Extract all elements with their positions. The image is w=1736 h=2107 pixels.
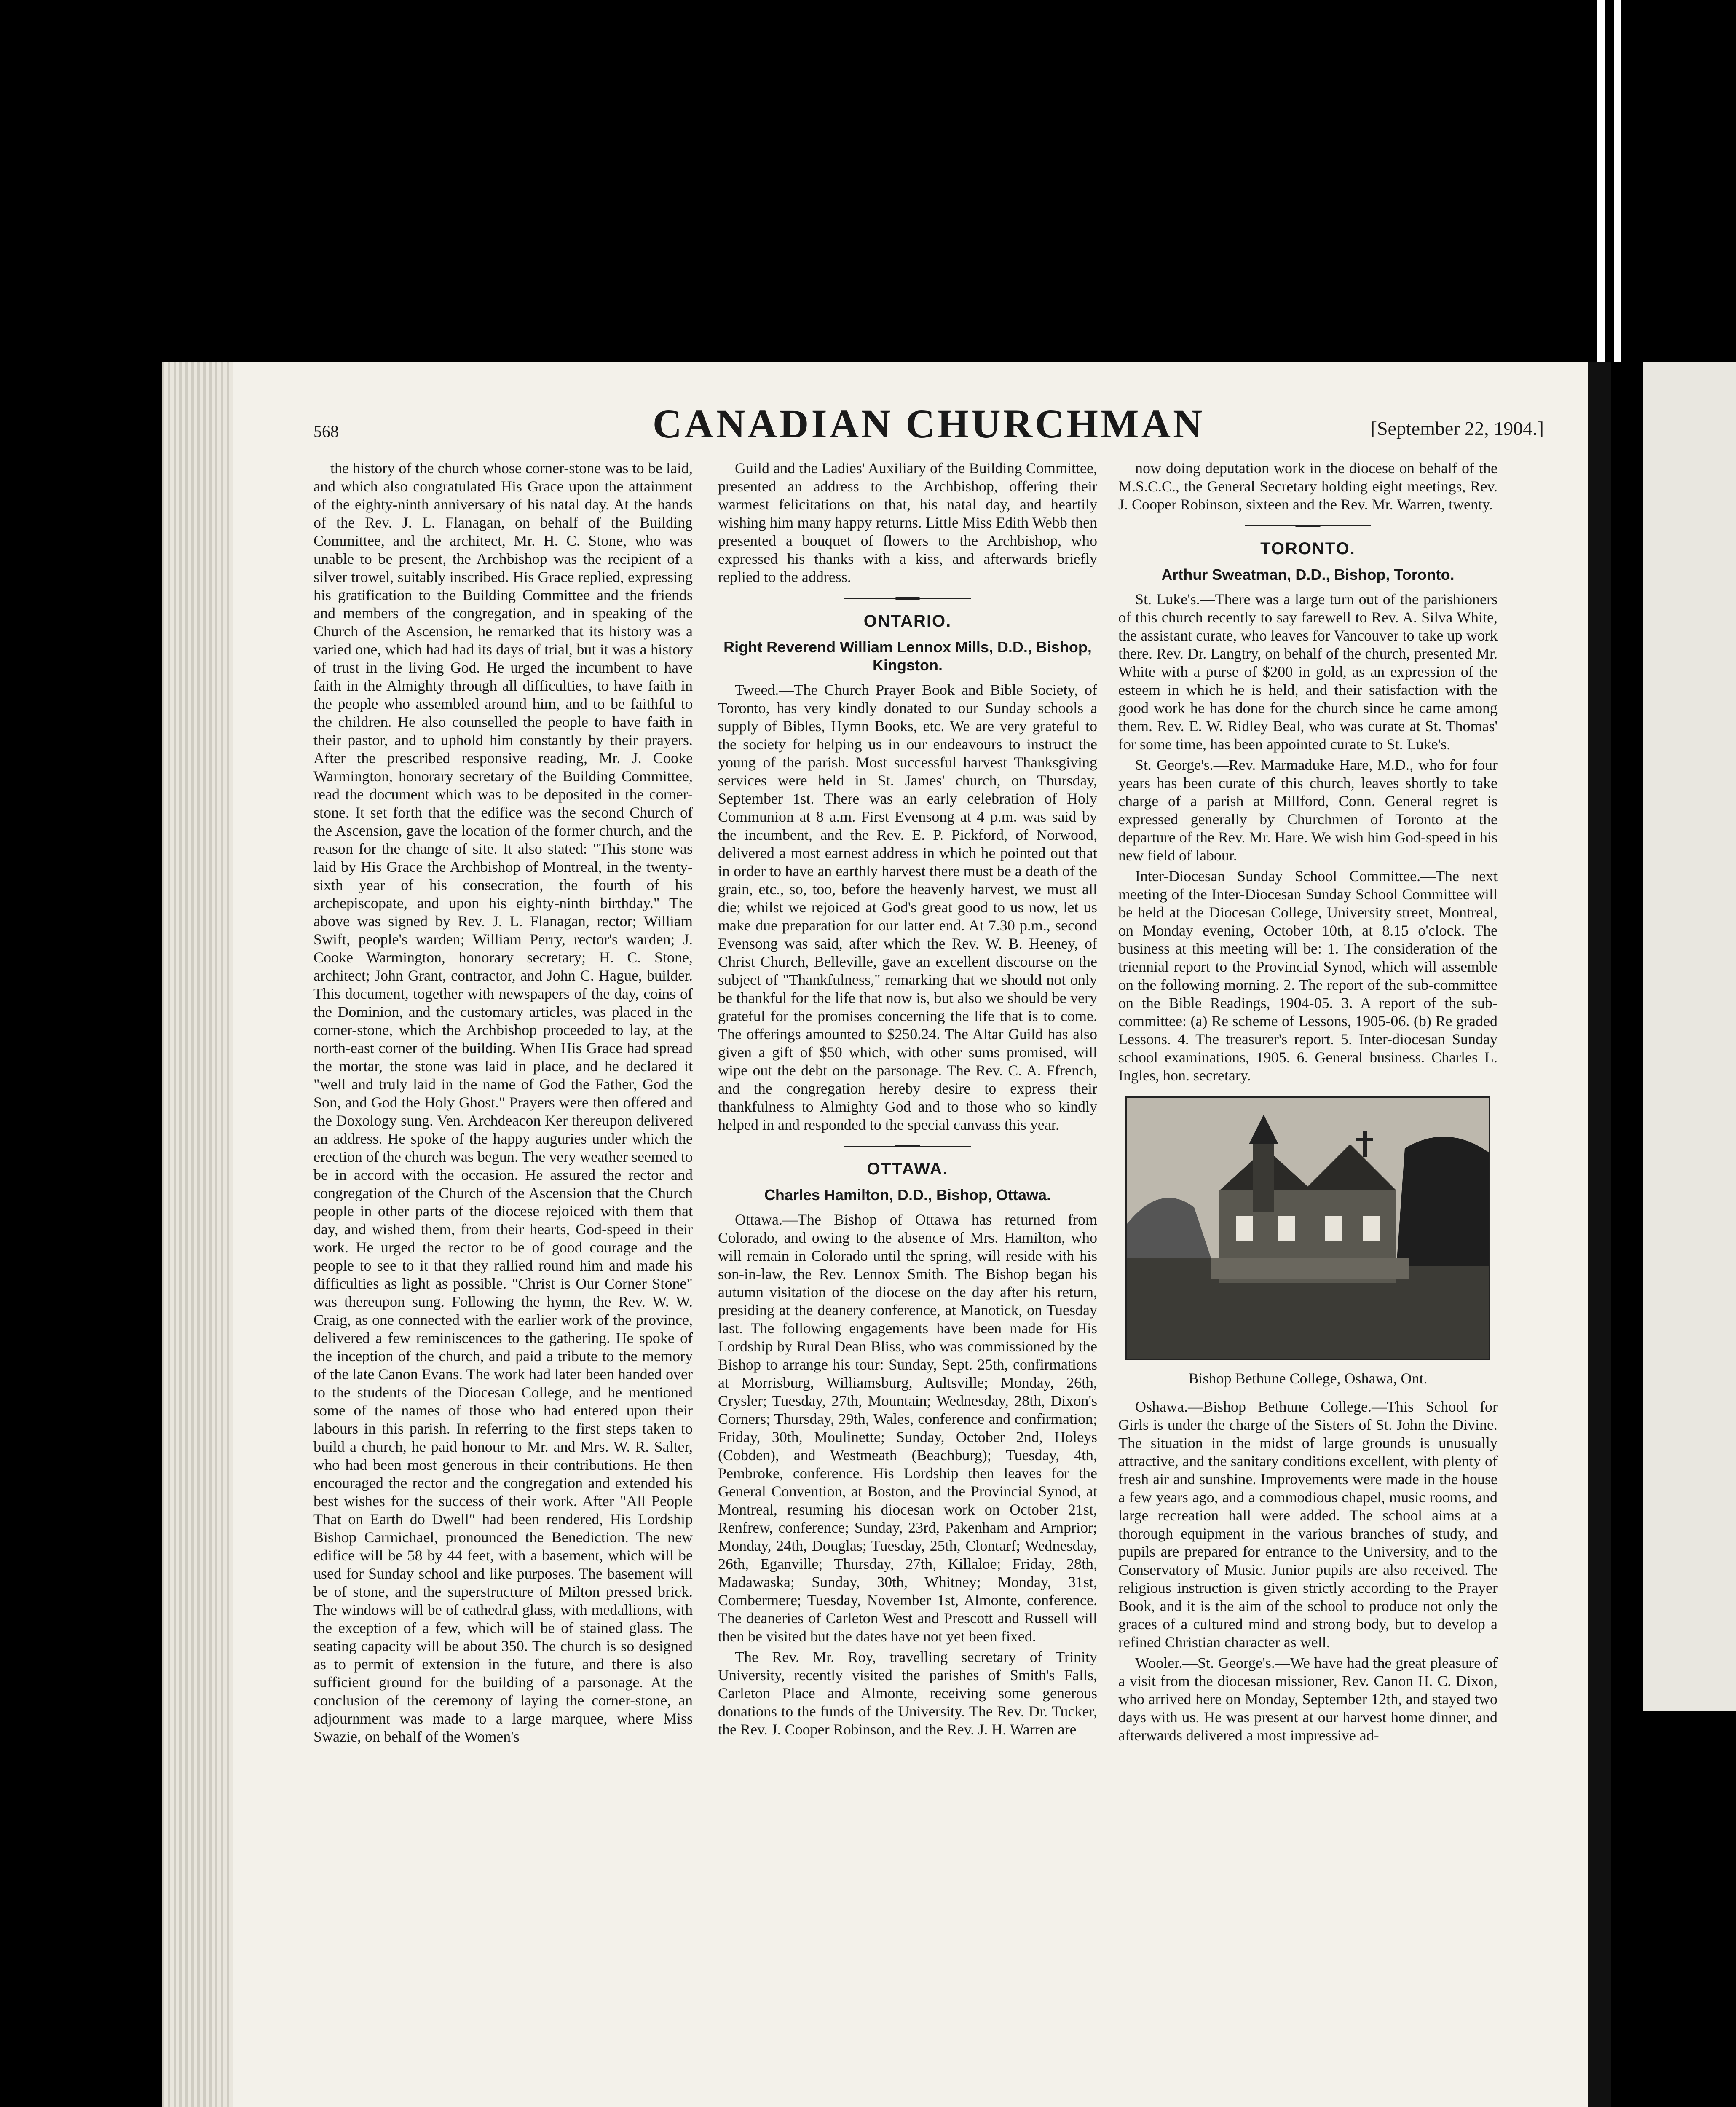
page-number: 568	[313, 422, 339, 441]
bishop-line-ontario: Right Reverend William Lennox Mills, D.D., Bishop, Kingston.	[723, 638, 1092, 674]
column-1	[313, 459, 693, 1748]
article-text: the history of the church whose corner-stone was to be laid, and which also congratulated His Grace upon the attainment of the eighty-ninth anniversary of his natal day. At the hands of the Rev. J. L. Flanagan, on behalf of the Building Committee, and the architect, Mr. H. C. Stone, who was unable to be present, the Archbishop was the recipient of a silver trowel, suitably inscribed. His Grace replied, expressing his gratification to the Building Committee and the friends and members of the congregation, and in speaking of the Church of the Ascension, he remarked that its history was a varied one, which had had its days of trial, but it was a history of trust in the living God. He urged the incumbent to have faith in the Almighty through all difficulties, to have faith in the people who assembled around him, and to be faithful to the children. He also counselled the people to have faith in their pastor, and to uphold him constantly by their prayers. After the prescribed responsive reading, Mr. J. Cooke Warmington, honorary secretary of the Building Committee, read the document which was to be deposited in the corner-stone. It set forth that the edifice was the second Church of the Ascension, gave the location of the former church, and the reason for the change of site. It also stated: "This stone was laid by His Grace the Archbishop of Montreal, in the twenty-sixth year of his consecration, the fourth of his archepiscopate, and upon his eighty-ninth birthday." The above was signed by Rev. J. L. Flanagan, rector; William Swift, people's warden; William Perry, rector's warden; J. Cooke Warmington, honorary secretary; H. C. Stone, architect; John Grant, contractor, and John C. Hague, builder. This document, together with newspapers of the day, coins of the Dominion, and the customary articles, was placed in the corner-stone, which the Archbishop proceeded to lay, at the north-east corner of the building. When His Grace had spread the mortar, the stone was laid in place, and he declared it "well and truly laid in the name of God the Father, God the Son, and God the Holy Ghost." Prayers were then offered and the Doxology sung. Ven. Archdeacon Ker thereupon delivered an address. He spoke of the happy auguries under which the erection of the church was begun. The very weather seemed to be in accord with the occasion. He assured the rector and congregation of the Church of the Ascension that the Church people in other parts of the diocese rejoiced with them that day, and wished them, from their hearts, God-speed in their work. He urged the rector to be of good courage and the people to see to it that they rallied round him and made his difficulties as light as possible. "Christ is Our Corner Stone" was thereupon sung. Following the hymn, the Rev. W. W. Craig, as one connected with the earlier work of the province, delivered a few reminiscences to the gathering. He spoke of the inception of the church, and paid a tribute to the memory of the late Canon Evans. The work had later been handed over to the students of the Diocesan College, and he mentioned some of the names of those who had entered upon their labours in this parish. In referring to the first steps taken to build a church, he paid honour to Mr. and Mrs. W. R. Salter, who had been most generous in their contributions. He then encouraged the rector and the congregation and extended his best wishes for the success of their work. After "All People That on Earth do Dwell" had been rendered, His Lordship Bishop Carmichael, pronounced the Benediction. The new edifice will be 58 by 44 feet, with a basement, which will be used for Sunday school and like purposes. The basement will be of stone, and the superstructure of Milton pressed brick. The windows will be of cathedral glass, with medallions, with the exception of a few, which will be of stained glass. The seating capacity will be about 350. The church is so designed as to permit of extension in the future, and there is also sufficient ground for the building of a parsonage. At the conclusion of the ceremony of laying the corner-stone, an adjournment was made to a large marquee, where Miss Swazie, on behalf of the Women's	[313, 460, 693, 1745]
article-text: Inter-Diocesan Sunday School Committee.—The next meeting of the Inter-Diocesan Sunday School Committee will be held at the Diocesan College, University street, Montreal, on Monday evening, October 10th, at 8.15 o'clock. The business at this meeting will be: 1. The consideration of the triennial report to the Provincial Synod, which will assemble on the following morning. 2. The report of the sub-committee on the Bible Readings, 1904-05. 3. A report of the sub-committee: (a) Re scheme of Lessons, 1905-06. (b) Re graded Lessons. 4. The treasurer's report. 5. Inter-diocesan Sunday school examinations, 1905. 6. General business. Charles L. Ingles, hon. secretary.	[1118, 868, 1498, 1084]
college-photograph	[1125, 1096, 1490, 1360]
issue-date: [September 22, 1904.]	[1370, 418, 1544, 439]
photo-caption: Bishop Bethune College, Oshawa, Ont.	[1188, 1370, 1428, 1387]
bishop-line-toronto: Arthur Sweatman, D.D., Bishop, Toronto.	[1161, 566, 1455, 583]
masthead	[313, 400, 1544, 451]
article-text: St. Luke's.—There was a large turn out of the parishioners of this church recently to say farewell to Rev. A. Silva White, the assistant curate, who leaves for Vancouver to take up work there. Rev. Dr. Langtry, on behalf of the church, presented Mr. White with a purse of $200 in gold, as an expression of the esteem in which he is held, and their satisfaction with the good work he has done for the church since he came among them. Rev. E. W. Ridley Beal, who was curate at St. Thomas' for some time, has been appointed curate to St. Luke's.	[1118, 591, 1498, 753]
film-rail	[1614, 0, 1621, 362]
section-divider	[844, 597, 971, 600]
article-text: Wooler.—St. George's.—We have had the great pleasure of a visit from the diocesan missioner, Rev. Canon H. C. Dixon, who arrived here on Monday, September 12th, and stayed two days with us. He was present at our harvest home dinner, and afterwards delivered a most impressive ad-	[1118, 1654, 1498, 1744]
section-divider	[844, 1145, 971, 1147]
article-text: Tweed.—The Church Prayer Book and Bible Society, of Toronto, has very kindly donated to our Sunday schools a supply of Bibles, Hymn Books, etc. We are very grateful to the society for helping us in our endeavours to instruct the young of the parish. Most successful harvest Thanksgiving services were held in St. James' church, on Thursday, September 1st. There was an early celebration of Holy Communion at 8 a.m. First Evensong at 4 p.m. was said by the incumbent, and the Rev. E. P. Pickford, of Norwood, delivered a most earnest address in which he pointed out that in order to have an earthly harvest there must be a death of the grain, etc., so, too, before the heavenly harvest, we must all die; whilst we rejoiced at God's great good to us now, let us make due preparation for our latter end. At 7.30 p.m., second Evensong was said, after which the Rev. W. B. Heeney, of Christ Church, Belleville, gave an excellent discourse on the subject of "Thankfulness," remarking that we should not only be thankful for the life that now is, but also we should be very grateful for the promises concerning the life that is to come. The offerings amounted to $250.24. The Altar Guild has also given a gift of $50 which, with other sums promised, will wipe out the debt on the parsonage. The Rev. C. A. Ffrench, and the congregation hereby desire to express their thankfulness to Almighty God and to those who so kindly helped in and responded to the special canvass this year.	[718, 681, 1097, 1133]
article-text: The Rev. Mr. Roy, travelling secretary of Trinity University, recently visited the parishes of Smith's Falls, Carleton Place and Almonte, receiving some generous donations to the funds of the University. The Rev. Dr. Tucker, the Rev. J. Cooper Robinson, and the Rev. J. H. Warren are	[718, 1649, 1097, 1738]
column-3	[1118, 459, 1498, 1747]
article-text: Ottawa.—The Bishop of Ottawa has returned from Colorado, and owing to the absence of Mrs. Hamilton, who will remain in Colorado until the spring, will reside with his son-in-law, the Rev. Lennox Smith. The Bishop began his autumn visitation of the diocese on the day after his return, presiding at the deanery conference, at Manotick, on Tuesday last. The following engagements have been made for His Lordship by Rural Dean Bliss, who was commissioned by the Bishop to arrange his tour: Sunday, Sept. 25th, confirmations at Morrisburg, Williamsburg, Aultsville; Monday, 26th, Crysler; Tuesday, 27th, Mountain; Wednesday, 28th, Dixon's Corners; Thursday, 29th, Wales, conference and confirmation; Friday, 30th, Moulinette; Sunday, October 2nd, Holeys (Cobden), and Westmeath (Beachburg); Tuesday, 4th, Pembroke, conference. His Lordship then leaves for the General Convention, at Boston, and the Provincial Synod, at Montreal, resuming his diocesan work on October 21st, Renfrew, conference; Sunday, 23rd, Pakenham and Arnprior; Monday, 24th, Douglas; Tuesday, 25th, Clontarf; Wednesday, 26th, Eganville; Thursday, 27th, Killaloe; Friday, 28th, Madawaska; Sunday, 30th, Whitney; Monday, 31st, Combermere; Tuesday, November 1st, Almonte, conference. The deaneries of Carleton West and Prescott and Russell will then be visited but the dates have not yet been fixed.	[718, 1211, 1097, 1645]
article-text: Oshawa.—Bishop Bethune College.—This School for Girls is under the charge of the Sisters of St. John the Divine. The situation in the midst of large grounds is unusually attractive, and the sanitary conditions excellent, with plenty of fresh air and sunshine. Improvements were made in the house a few years ago, and a commodious chapel, music rooms, and large recreation hall were added. The school aims at a thorough equipment in the various branches of study, and pupils are prepared for entrance to the University, and to the Conservatory of Music. Junior pupils are also received. The religious instruction is given strictly according to the Prayer Book, and it is the aim of the school to produce not only the graces of a cultured mind and strong body, but to develop a refined Christian character as well.	[1118, 1398, 1498, 1651]
column-2	[718, 459, 1097, 1741]
film-rail	[1597, 0, 1605, 362]
bishop-line-ottawa: Charles Hamilton, D.D., Bishop, Ottawa.	[764, 1186, 1051, 1204]
section-heading-toronto: TORONTO.	[1260, 539, 1356, 558]
book-binding-edge	[162, 362, 233, 2107]
newspaper-title: CANADIAN CHURCHMAN	[652, 401, 1205, 446]
article-text: St. George's.—Rev. Marmaduke Hare, M.D., who for four years has been curate of this church, leaves shortly to take charge of a parish at Millford, Conn. General regret is expressed generally by Churchmen of Toronto at the departure of the Rev. Mr. Hare. We wish him God-speed in his new field of labour.	[1118, 756, 1498, 864]
section-divider	[1245, 525, 1371, 527]
page-dark-edge	[1588, 362, 1611, 2107]
section-heading-ottawa: OTTAWA.	[867, 1160, 948, 1178]
building-illustration	[1127, 1098, 1489, 1359]
adjacent-page-edge	[1643, 362, 1736, 1711]
article-text: now doing deputation work in the diocese on behalf of the M.S.C.C., the General Secretary holding eight meetings, Rev. J. Cooper Robinson, sixteen and the Rev. Mr. Warren, twenty.	[1118, 460, 1498, 513]
section-heading-ontario: ONTARIO.	[863, 612, 952, 630]
article-text: Guild and the Ladies' Auxiliary of the Building Committee, presented an address to the Archbishop, offering their warmest felicitations on that, his natal day, and heartily wishing him many happy returns. Little Miss Edith Webb then presented a bouquet of flowers to the Archbishop, who expressed his thanks with a kiss, and afterwards briefly replied to the address.	[718, 460, 1097, 585]
newspaper-page	[162, 362, 1611, 2107]
